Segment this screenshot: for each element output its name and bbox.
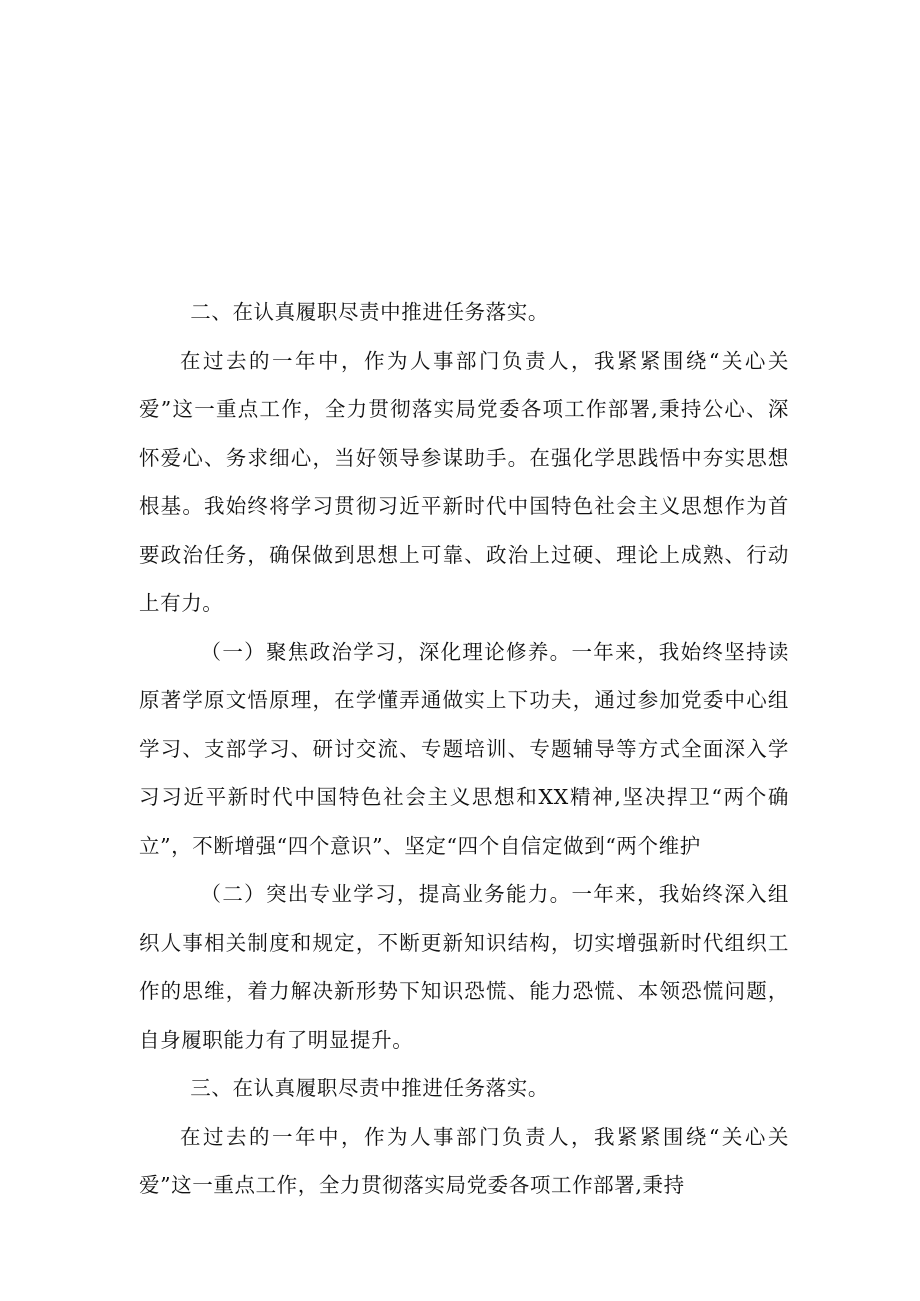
- paragraph-political-study: （一）聚焦政治学习，深化理论修养。一年来，我始终坚持读原著学原文悟原理，在学懂弄通做实上下功夫，通过参加党委中心组学习、支部学习、研讨交流、专题培训、专题辅导等方式全面深入学习习近平新时代中国特色社会主义思想和XX精神,坚决捍卫“两个确立”，不断增强“四个意识”、坚定“四个自信定做到“两个维护: [139, 639, 789, 858]
- section-heading-2: 二、在认真履职尽责中推进任务落实。: [190, 300, 549, 324]
- section-heading-3: 三、在认真履职尽责中推进任务落实。: [190, 1076, 549, 1100]
- document-body: [139, 288, 789, 1210]
- paragraph-repeat-intro: 在过去的一年中，作为人事部门负责人，我紧紧围绕“关心关爱”这一重点工作，全力贯彻落实局党委各项工作部署,秉持: [139, 1124, 789, 1197]
- paragraph-professional-study: （二）突出专业学习，提高业务能力。一年来，我始终深入组织人事相关制度和规定，不断更新知识结构，切实增强新时代组织工作的思维，着力解决新形势下知识恐慌、能力恐慌、本领恐慌问题，自身履职能力有了明显提升。: [139, 882, 789, 1052]
- paragraph-intro: 在过去的一年中，作为人事部门负责人，我紧紧围绕“关心关爱”这一重点工作，全力贯彻落实局党委各项工作部署,秉持公心、深怀爱心、务求细心，当好领导参谋助手。在强化学思践悟中夯实思想根基。我始终将学习贯彻习近平新时代中国特色社会主义思想作为首要政治任务，确保做到思想上可靠、政治上过硬、理论上成熟、行动上有力。: [139, 348, 789, 615]
